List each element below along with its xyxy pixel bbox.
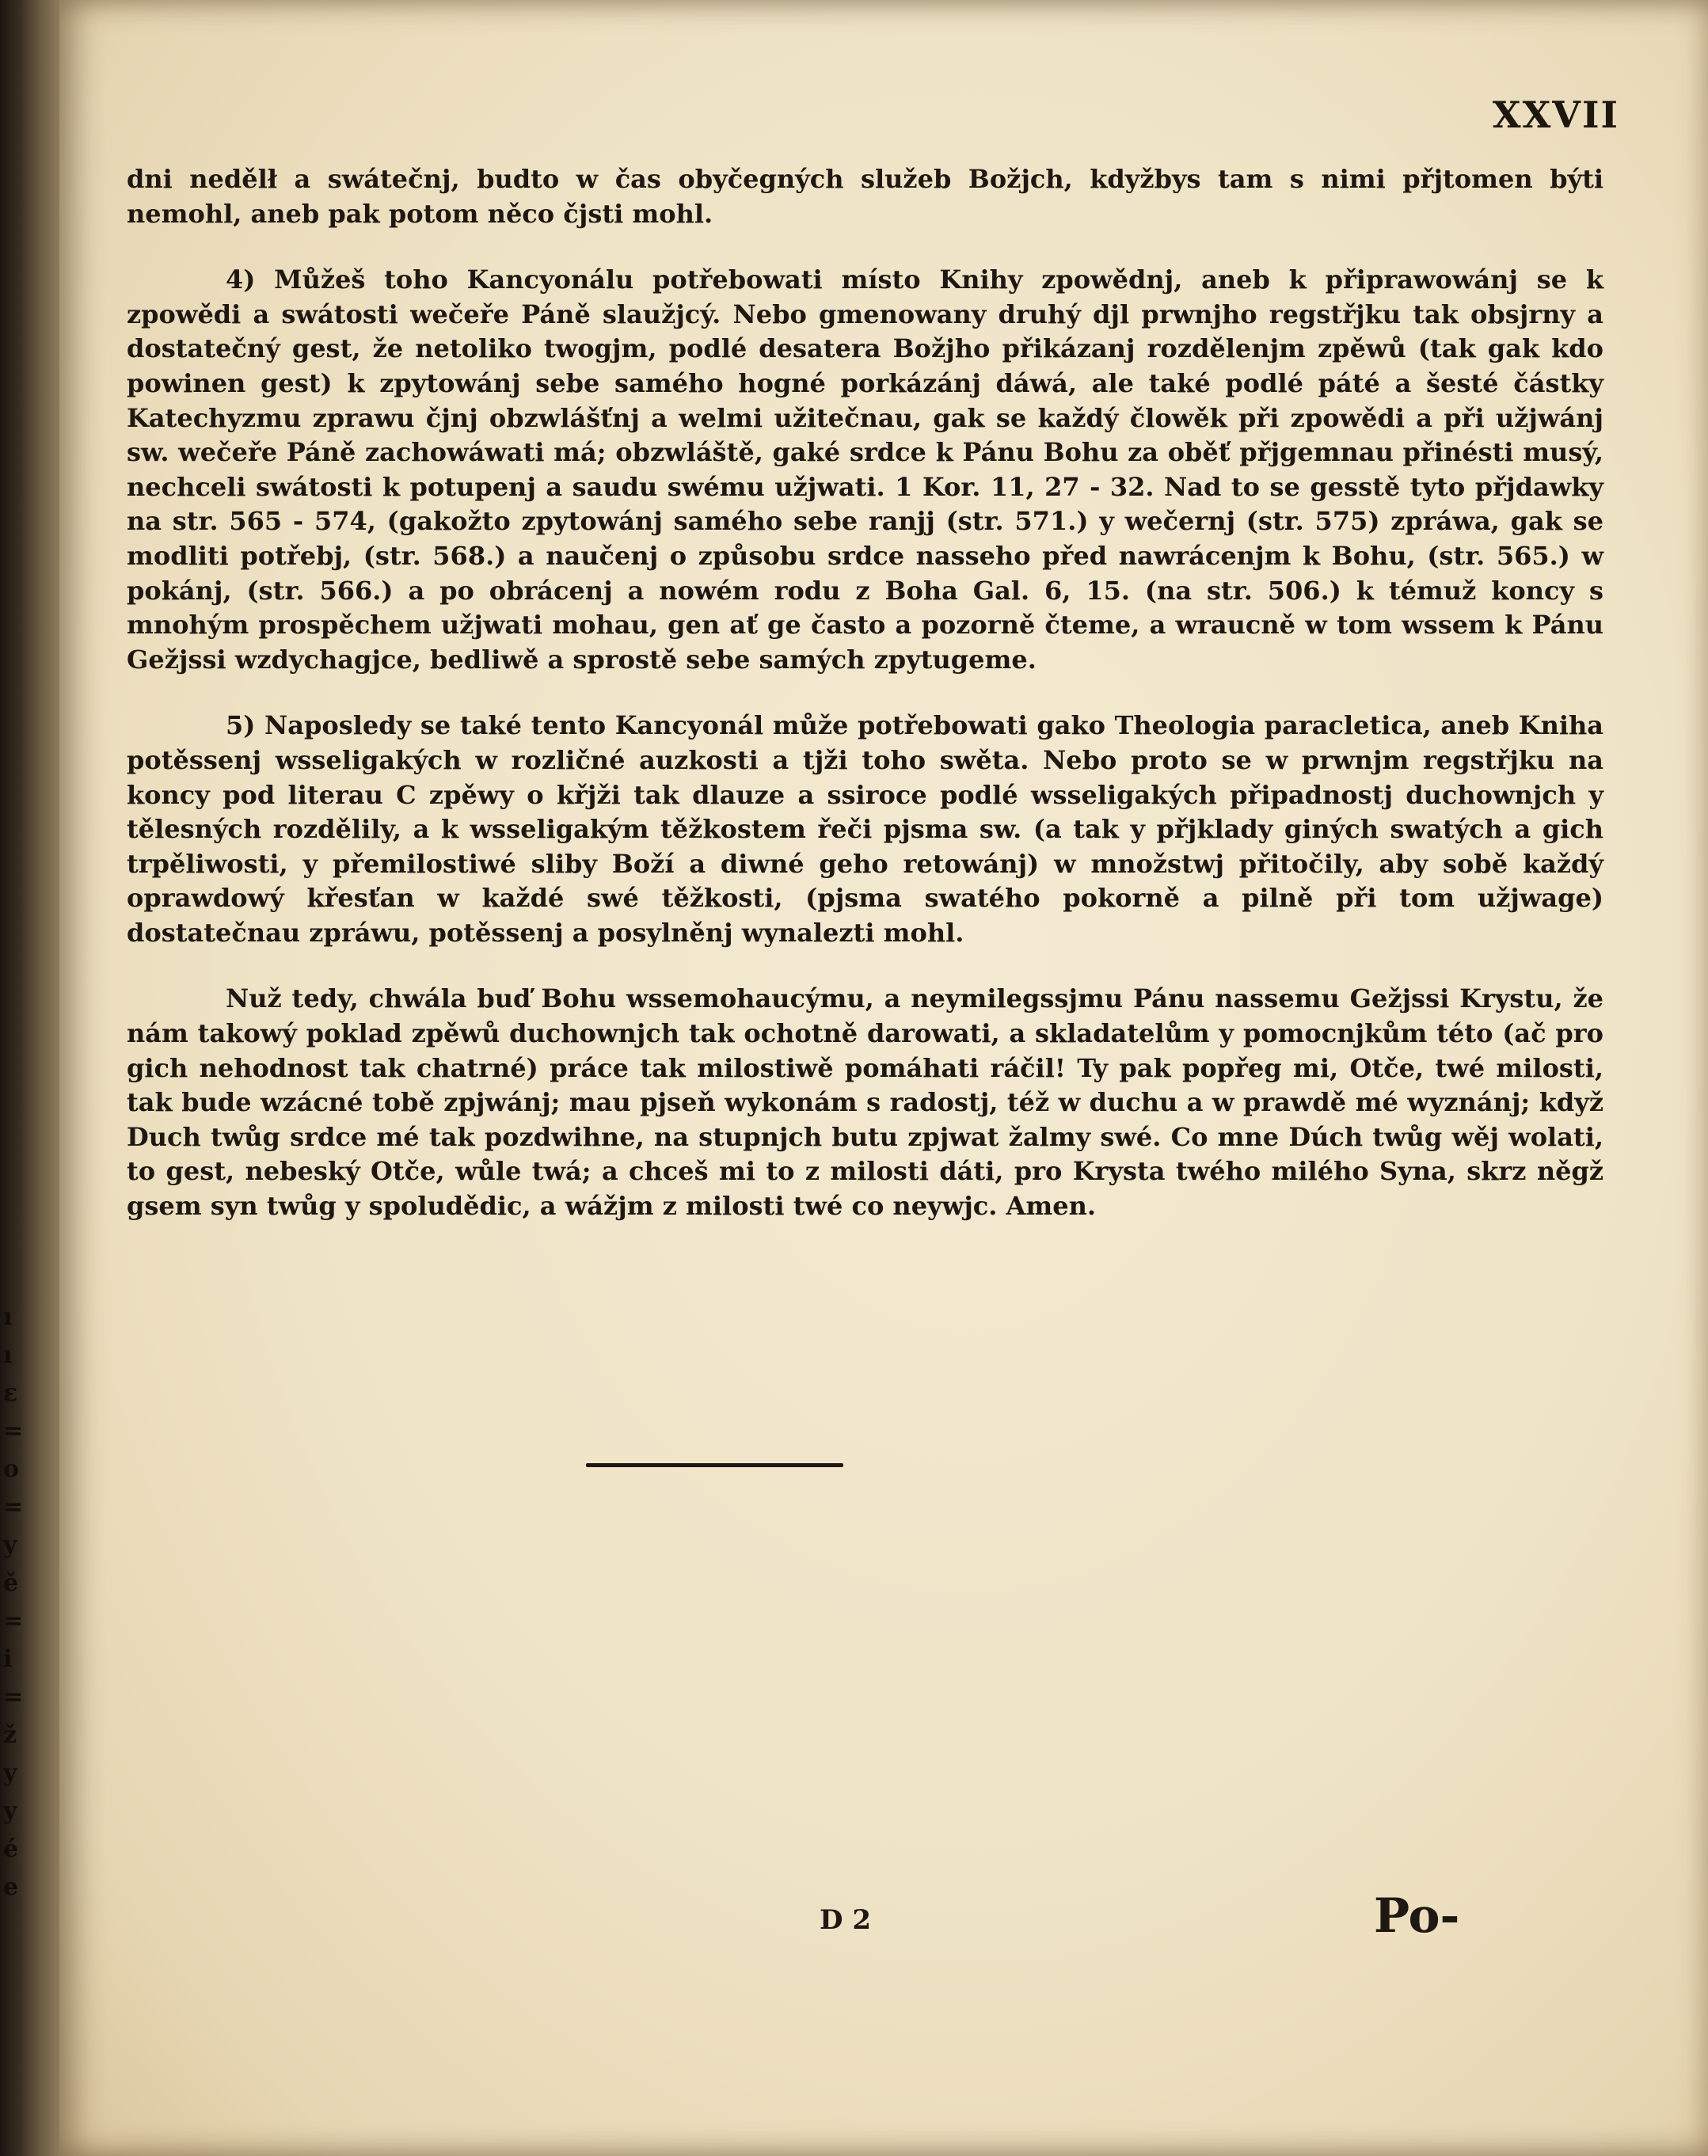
paragraph-closing: Nuž tedy, chwála buď Bohu wssemohaucýmu, a neymilegssjmu Pánu nassemu Gežjssi Krystu, že nám takowý poklad zpěwů duchownjch tak ochotně darowati, a skladatelům y pomocnjkům této (ač pro gich nehodnost tak chatrné) práce tak milostiwě pomáhati ráčil! Ty pak popřeg mi, Otče, twé milosti, tak bude wzácné tobě zpjwánj; mau pjseň wykonám s radostj, též w duchu a w prawdě mé wyznánj; když Duch twůg srdce mé tak pozdwihne, na stupnjch butu zpjwat žalmy swé. Co mne Dúch twůg wěj wolati, to gest, nebeský Otče, wůle twá; a chceš mi to z milosti dáti, pro Krysta twého milého Syna, skrz něgž gsem syn twůg y spoludědic, a wážjm z milosti twé co neywjc. Amen. <box>127 983 1603 1222</box>
spine-mark: = <box>3 1417 24 1445</box>
spine-mark: é <box>3 1835 19 1863</box>
book-spine <box>0 0 59 2156</box>
spine-mark: ě <box>3 1569 19 1597</box>
spine-mark: ı <box>3 1341 13 1369</box>
signature-mark: D 2 <box>820 1904 871 1936</box>
spine-mark: y <box>3 1797 17 1825</box>
spine-mark: i <box>3 1645 13 1673</box>
spine-mark: = <box>3 1683 24 1711</box>
spine-mark: = <box>3 1493 24 1521</box>
paragraph-5: 5) Naposledy se také tento Kancyonál může potřebowati gako Theologia paracletica, aneb Kniha potěssenj wsseligakých w rozličné auzkosti a tjži toho swěta. Nebo proto se w prwnjm regstřjku na koncy pod literau C zpěwy o křjži tak dlauze a ssiroce podlé wsseligakých připadnostj duchownjch y tělesných rozdělily, a k wsseligakým těžkostem řeči pjsma sw. (a tak y přjklady giných swatých a gich trpěliwosti, y přemilostiwé sliby Boží a diwné geho retowánj) w množstwj přitočily, aby sobě každý oprawdowý křesťan w každé swé těžkosti, (pjsma swatého pokorně a pilně při tom užjwage) dostatečnau zpráwu, potěssenj a posylněnj wynalezti mohl. <box>127 710 1603 948</box>
spine-mark: o <box>3 1455 20 1483</box>
divider-rule <box>586 1463 843 1467</box>
spine-mark: ž <box>3 1721 17 1749</box>
spine-mark: = <box>3 1607 24 1635</box>
spine-mark: e <box>3 1873 19 1901</box>
spine-mark: ı <box>3 1303 13 1331</box>
body-text <box>127 162 1603 1224</box>
book-page <box>59 0 1708 2156</box>
spine-marks <box>3 1299 27 1907</box>
spine-mark: y <box>3 1759 17 1787</box>
spine-mark: y <box>3 1531 17 1559</box>
page-number: XXVII <box>1492 93 1619 136</box>
paragraph-4: 4) Můžeš toho Kancyonálu potřebowati místo Knihy zpowědnj, aneb k připrawowánj se k zpowědi a swátosti wečeře Páně slaužjcý. Nebo gmenowany druhý djl prwnjho regstřjku tak obsjrny a dostatečný gest, že netoliko twogjm, podlé desatera Božjho přikázanj rozdělenjm zpěwů (tak gak kdo powinen gest) k zpytowánj sebe samého hogné porkázánj dáwá, ale také podlé páté a šesté částky Katechyzmu zprawu čjnj obzwlášťnj a welmi užitečnau, gak se každý člowěk při zpowědi a při užjwánj sw. wečeře Páně zachowáwati má; obzwláště, gaké srdce k Pánu Bohu za oběť přjgemnau přinésti musý, nechceli swátosti k potupenj a saudu swému užjwati. 1 Kor. 11, 27 - 32. Nad to se gesstě tyto přjdawky na str. 565 - 574, (gakožto zpytowánj samého sebe ranjj (str. 571.) y wečernj (str. 575) zpráwa, gak se modliti potřebj, (str. 568.) a naučenj o způsobu srdce nasseho před nawrácenjm k Bohu, (str. 565.) w pokánj, (str. 566.) a po obrácenj a nowém rodu z Boha Gal. 6, 15. (na str. 506.) k témuž koncy s mnohým prospěchem užjwati mohau, gen ať ge často a pozorně čteme, a wraucně w tom wssem k Pánu Gežjssi wzdychagjce, bedliwě a sprostě sebe samých zpytugeme. <box>127 264 1603 675</box>
paragraph-continuation: dni nedělł a swátečnj, budto w čas obyčegných služeb Božjch, kdyžbys tam s nimi přjtomen býti nemohl, aneb pak potom něco čjsti mohl. <box>127 164 1603 229</box>
catchword: Po- <box>1374 1888 1460 1944</box>
spine-mark: ɛ <box>3 1379 18 1407</box>
